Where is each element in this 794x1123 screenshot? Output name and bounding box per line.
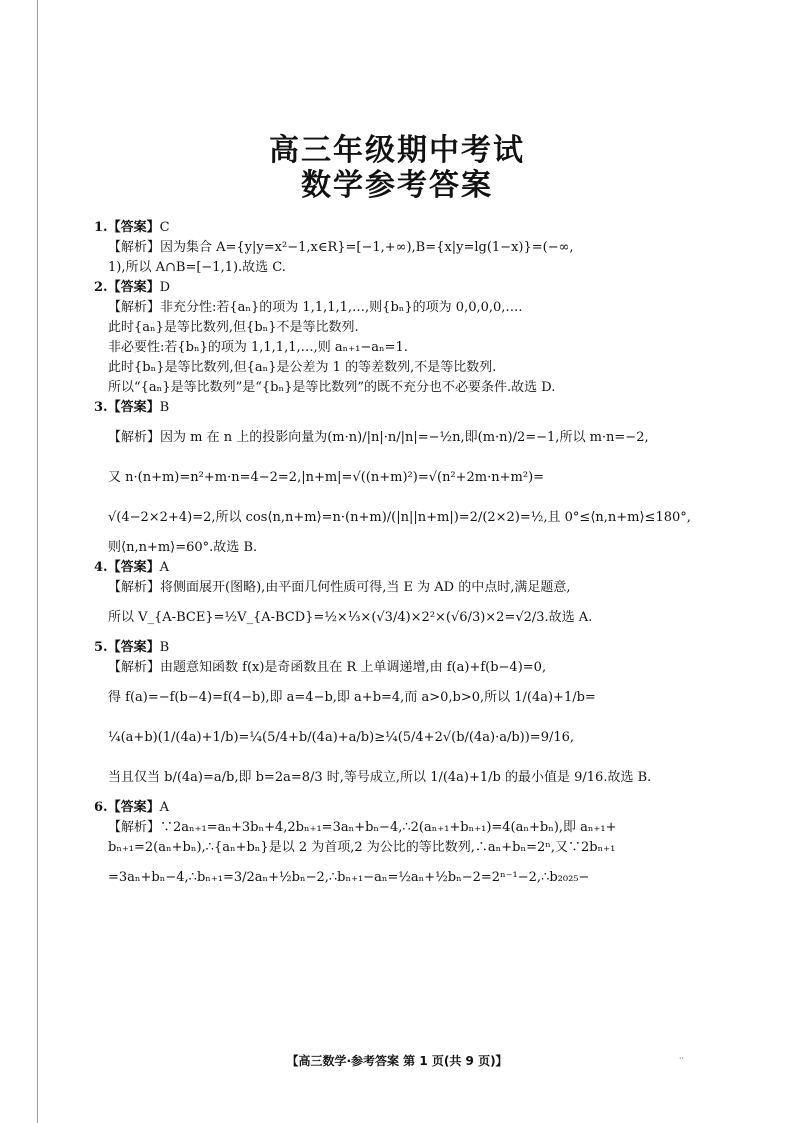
page-footer: 【高三数学·参考答案 第 1 页(共 9 页)】 [286,1054,508,1068]
question-2-answer: D [159,280,171,295]
corner-mark: ·· [679,1054,685,1063]
question-5-label: 5.【答案】 [94,640,160,655]
page-title: 高三年级期中考试 [269,133,525,168]
question-6-header [94,798,688,818]
question-6-line: bₙ₊₁=2(aₙ+bₙ),∴{aₙ+bₙ}是以 2 为首项,2 为公比的等比数列,∴aₙ+bₙ=2ⁿ,又∵2bₙ₊₁ [108,840,616,855]
question-3-line: 则⟨n,n+m⟩=60°.故选 B. [108,540,258,555]
question-2-line: 【解析】非充分性:若{aₙ}的项为 1,1,1,1,…,则{bₙ}的项为 0,0,0,0,…. [108,300,523,315]
question-3-answer: B [159,400,170,415]
question-3-line: 又 n·(n+m)=n²+m·n=4−2=2,|n+m|=√((n+m)²)=√(n²+2m·n+m²)= [108,470,545,485]
question-3-header [94,398,688,418]
question-1-answer: C [159,220,170,235]
question-2-line: 所以“{aₙ}是等比数列”是“{bₙ}是等比数列”的既不充分也不必要条件.故选 D. [108,380,556,395]
question-6-line: 【解析】∵2aₙ₊₁=aₙ+3bₙ+4,2bₙ₊₁=3aₙ+bₙ−4,∴2(aₙ₊₁+bₙ₊₁)=4(aₙ+bₙ),即 aₙ₊₁+ [108,820,617,835]
question-5-line: ¼(a+b)(1/(4a)+1/b)=¼(5/4+b/(4a)+a/b)≥¼(5/4+2√(b/(4a)·a/b))=9/16, [108,730,575,745]
question-3-line: 【解析】因为 m 在 n 上的投影向量为(m·n)/|n|·n/|n|=−½n,即(m·n)/2=−1,所以 m·n=−2, [108,430,649,445]
question-4-line: 【解析】将侧面展开(图略),由平面几何性质可得,当 E 为 AD 的中点时,满足题意, [108,580,571,595]
question-2-label: 2.【答案】 [94,280,160,295]
question-1-line: 1),所以 A∩B=[−1,1).故选 C. [108,260,286,275]
question-4-label: 4.【答案】 [94,560,160,575]
question-6-line: =3aₙ+bₙ−4,∴bₙ₊₁=3/2aₙ+½bₙ−2,∴bₙ₊₁−aₙ=½aₙ+½bₙ−2=2ⁿ⁻¹−2,∴b₂₀₂₅− [108,870,590,885]
question-3-label: 3.【答案】 [94,400,160,415]
question-6-label: 6.【答案】 [94,800,160,815]
question-2-line: 此时{bₙ}是等比数列,但{aₙ}是公差为 1 的等差数列,不是等比数列. [108,360,497,375]
question-2-line: 非必要性:若{bₙ}的项为 1,1,1,1,…,则 aₙ₊₁−aₙ=1. [108,340,408,355]
question-5-line: 【解析】由题意知函数 f(x)是奇函数且在 R 上单调递增,由 f(a)+f(b−4)=0, [108,660,547,675]
question-5-line: 得 f(a)=−f(b−4)=f(4−b),即 a=4−b,即 a+b=4,而 a>0,b>0,所以 1/(4a)+1/b= [108,690,596,705]
question-1-label: 1.【答案】 [94,220,160,235]
question-4-line: 所以 V_{A-BCE}=½V_{A-BCD}=½×⅓×(√3/4)×2²×(√6/3)×2=√2/3.故选 A. [108,610,593,625]
question-5-answer: B [159,640,170,655]
question-2-header [94,278,688,298]
question-4-header [94,558,688,578]
question-1-line: 【解析】因为集合 A={y|y=x²−1,x∈R}=[−1,+∞),B={x|y=lg(1−x)}=(−∞, [108,240,574,255]
question-3-line: √(4−2×2+4)=2,所以 cos⟨n,n+m⟩=n·(n+m)/(|n||n+m|)=2/(2×2)=½,且 0°≤⟨n,n+m⟩≤180°, [108,510,691,525]
answer-content [94,218,691,898]
page-subtitle: 数学参考答案 [301,168,493,203]
question-1-header [94,218,688,238]
question-4-answer: A [159,560,169,575]
question-6-answer: A [159,800,169,815]
question-2-line: 此时{aₙ}是等比数列,但{bₙ}不是等比数列. [108,320,359,335]
question-5-line: 当且仅当 b/(4a)=a/b,即 b=2a=8/3 时,等号成立,所以 1/(4a)+1/b 的最小值是 9/16.故选 B. [108,770,652,785]
question-5-header [94,638,688,658]
